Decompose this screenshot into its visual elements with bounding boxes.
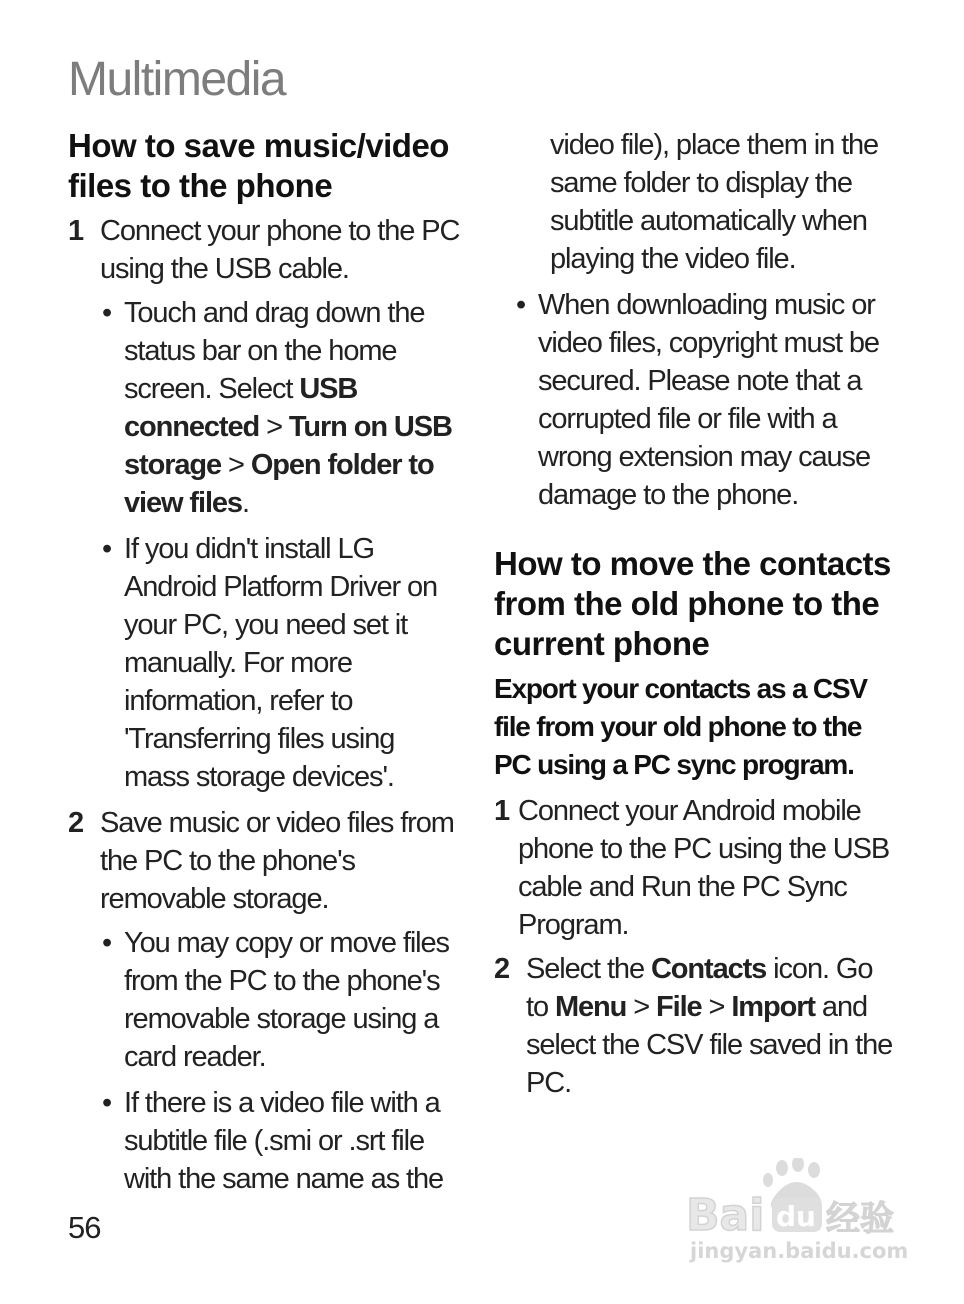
page-number: 56: [68, 1210, 101, 1245]
bullet-icon: •: [102, 297, 112, 329]
bullet-copyright: [516, 286, 894, 514]
step-number: 2: [494, 953, 510, 985]
bullet-text: You may copy or move files from the PC to the phone's removable storage using a card reader.: [124, 927, 449, 1073]
step-text: Connect your Android mobile phone to the PC using the USB cable and Run the PC Sync Program.: [518, 795, 890, 941]
watermark-brand: Bai: [686, 1190, 765, 1241]
step-number: 2: [68, 807, 84, 839]
right-column: [494, 126, 894, 1108]
step-number: 1: [494, 795, 510, 827]
contacts-label: Contacts: [650, 953, 767, 985]
import-label: Import: [731, 991, 815, 1023]
step-number: 1: [68, 215, 84, 247]
bullet-icon: •: [102, 927, 112, 959]
bullet-text: When downloading music or video files, copyright must be secured. Please note that a corrupted file or file with a wrong extension may cause damage to the phone.: [538, 289, 879, 511]
bullet-usb-connected: [102, 294, 463, 522]
chapter-title: Multimedia: [68, 53, 286, 106]
section-heading-move-contacts: How to move the contacts from the old phone to the current phone: [494, 545, 891, 662]
bullet-icon: •: [102, 1087, 112, 1119]
bullet-text: If there is a video file with a subtitle file (.smi or .srt file with the same name as the: [124, 1087, 444, 1195]
bullet-continuation: video file), place them in the same folder to display the subtitle automatically when playing the video file.: [550, 129, 879, 275]
baidu-watermark-logo: [684, 1158, 914, 1268]
step-1-connect-android: [494, 792, 894, 944]
open-folder-label: Open folder to view files: [124, 449, 434, 519]
bullet-subtitle: [102, 1084, 463, 1198]
bullet-text: Touch and drag down the status bar on the home screen. Select USB connected > Turn on USB storage > Open folder to view files.: [124, 297, 452, 519]
step-2-import: [494, 950, 894, 1102]
watermark-du: du: [776, 1200, 816, 1233]
menu-label: Menu: [554, 991, 627, 1023]
step-text: Connect your phone to the PC using the USB cable.: [100, 215, 460, 285]
section-subheading-export: Export your contacts as a CSV file from your old phone to the PC using a PC sync program.: [494, 673, 867, 780]
bullet-driver: [102, 530, 463, 796]
section-heading-save-files: How to save music/video files to the phone: [68, 127, 449, 204]
file-label: File: [656, 991, 702, 1023]
section-spacer: [494, 522, 894, 544]
step-text: Save music or video files from the PC to the phone's removable storage.: [100, 807, 454, 915]
bullet-icon: •: [102, 533, 112, 565]
turn-on-usb-storage-label: Turn on USB storage: [124, 411, 452, 481]
left-column: [68, 126, 463, 1206]
step-2-save: [68, 804, 463, 918]
step-text: Select the Contacts icon. Go to Menu > File > Import and select the CSV file saved in the PC.: [526, 953, 893, 1099]
bullet-icon: •: [516, 289, 526, 321]
watermark-url: jingyan.baidu.com: [690, 1239, 909, 1263]
bullet-text: If you didn't install LG Android Platform Driver on your PC, you need set it manually. For more information, refer to 'Transferring files using mass storage devices'.: [124, 533, 438, 793]
step-1-connect: [68, 212, 463, 288]
watermark-jingyan: 经验: [826, 1199, 894, 1239]
bullet-card-reader: [102, 924, 463, 1076]
usb-connected-label: USB connected: [124, 373, 358, 443]
